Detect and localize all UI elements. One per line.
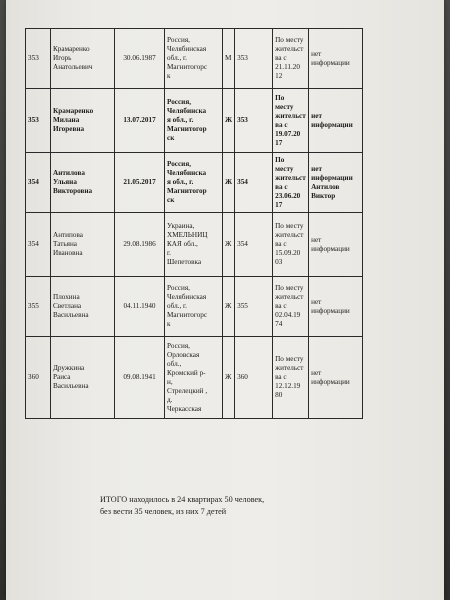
birth-date-cell: 30.06.1987 — [115, 29, 165, 89]
table-row — [26, 337, 363, 419]
apartment-number-cell: 360 — [235, 337, 273, 419]
status-info-cell: нет информации — [309, 213, 363, 277]
table-row — [26, 29, 363, 89]
apartment-number-cell: 354 — [235, 153, 273, 213]
registration-cell: По месту жительст ва с 15.09.20 03 — [273, 213, 309, 277]
status-info-cell: нет информации — [309, 89, 363, 153]
apartment-number-cell: 354 — [235, 213, 273, 277]
residents-table — [25, 28, 363, 419]
status-info-cell: нет информации — [309, 29, 363, 89]
birth-address-cell: Россия, Челябинская обл., г. Магнитогорс к — [165, 29, 223, 89]
summary-line-1: ИТОГО находилось в 24 квартирах 50 человек, — [100, 495, 265, 504]
summary-line-2: без вести 35 человек, из них 7 детей — [100, 507, 227, 516]
apartment-number-cell: 355 — [235, 277, 273, 337]
sex-cell: Ж — [223, 277, 235, 337]
table-row — [26, 277, 363, 337]
sex-cell: Ж — [223, 337, 235, 419]
registration-cell: По месту жительст ва с 19.07.20 17 — [273, 89, 309, 153]
registration-cell: По месту жительст ва с 23.06.20 17 — [273, 153, 309, 213]
birth-date-cell: 04.11.1940 — [115, 277, 165, 337]
row-number-cell: 360 — [26, 337, 51, 419]
birth-date-cell: 21.05.2017 — [115, 153, 165, 213]
sex-cell: Ж — [223, 153, 235, 213]
status-info-cell: нет информации Антилов Виктор — [309, 153, 363, 213]
apartment-number-cell: 353 — [235, 89, 273, 153]
summary-text — [100, 494, 264, 518]
table-row — [26, 153, 363, 213]
table-row — [26, 89, 363, 153]
resident-name-cell: Плохина Светлана Васильевна — [51, 277, 115, 337]
row-number-cell: 354 — [26, 153, 51, 213]
birth-address-cell: Украина, ХМЕЛЬНИЦ КАЯ обл., г. Шепетовка — [165, 213, 223, 277]
birth-address-cell: Россия, Челябинска я обл., г. Магнитогор ск — [165, 89, 223, 153]
row-number-cell: 354 — [26, 213, 51, 277]
birth-address-cell: Россия, Челябинска я обл., г. Магнитогор ск — [165, 153, 223, 213]
status-info-cell: нет информации — [309, 337, 363, 419]
row-number-cell: 353 — [26, 29, 51, 89]
birth-date-cell: 13.07.2017 — [115, 89, 165, 153]
sex-cell: М — [223, 29, 235, 89]
birth-address-cell: Россия, Орловская обл., Кромский р- н, Стрелецкий , д. Черкасская — [165, 337, 223, 419]
row-number-cell: 355 — [26, 277, 51, 337]
resident-name-cell: Дружкина Раиса Васильевна — [51, 337, 115, 419]
apartment-number-cell: 353 — [235, 29, 273, 89]
birth-date-cell: 09.08.1941 — [115, 337, 165, 419]
birth-date-cell: 29.08.1986 — [115, 213, 165, 277]
table-row — [26, 213, 363, 277]
status-info-cell: нет информации — [309, 277, 363, 337]
resident-name-cell: Антипова Татьяна Ивановна — [51, 213, 115, 277]
resident-name-cell: Крамаренко Милана Игоревна — [51, 89, 115, 153]
registration-cell: По месту жительст ва с 02.04.19 74 — [273, 277, 309, 337]
resident-name-cell: Антилова Ульяна Викторовна — [51, 153, 115, 213]
sex-cell: Ж — [223, 213, 235, 277]
registration-cell: По месту жительст ва с 12.12.19 80 — [273, 337, 309, 419]
row-number-cell: 353 — [26, 89, 51, 153]
resident-name-cell: Крамаренко Игорь Анатольевич — [51, 29, 115, 89]
sex-cell: Ж — [223, 89, 235, 153]
birth-address-cell: Россия, Челябинская обл., г. Магнитогорс к — [165, 277, 223, 337]
registration-cell: По месту жительст ва с 21.11.20 12 — [273, 29, 309, 89]
